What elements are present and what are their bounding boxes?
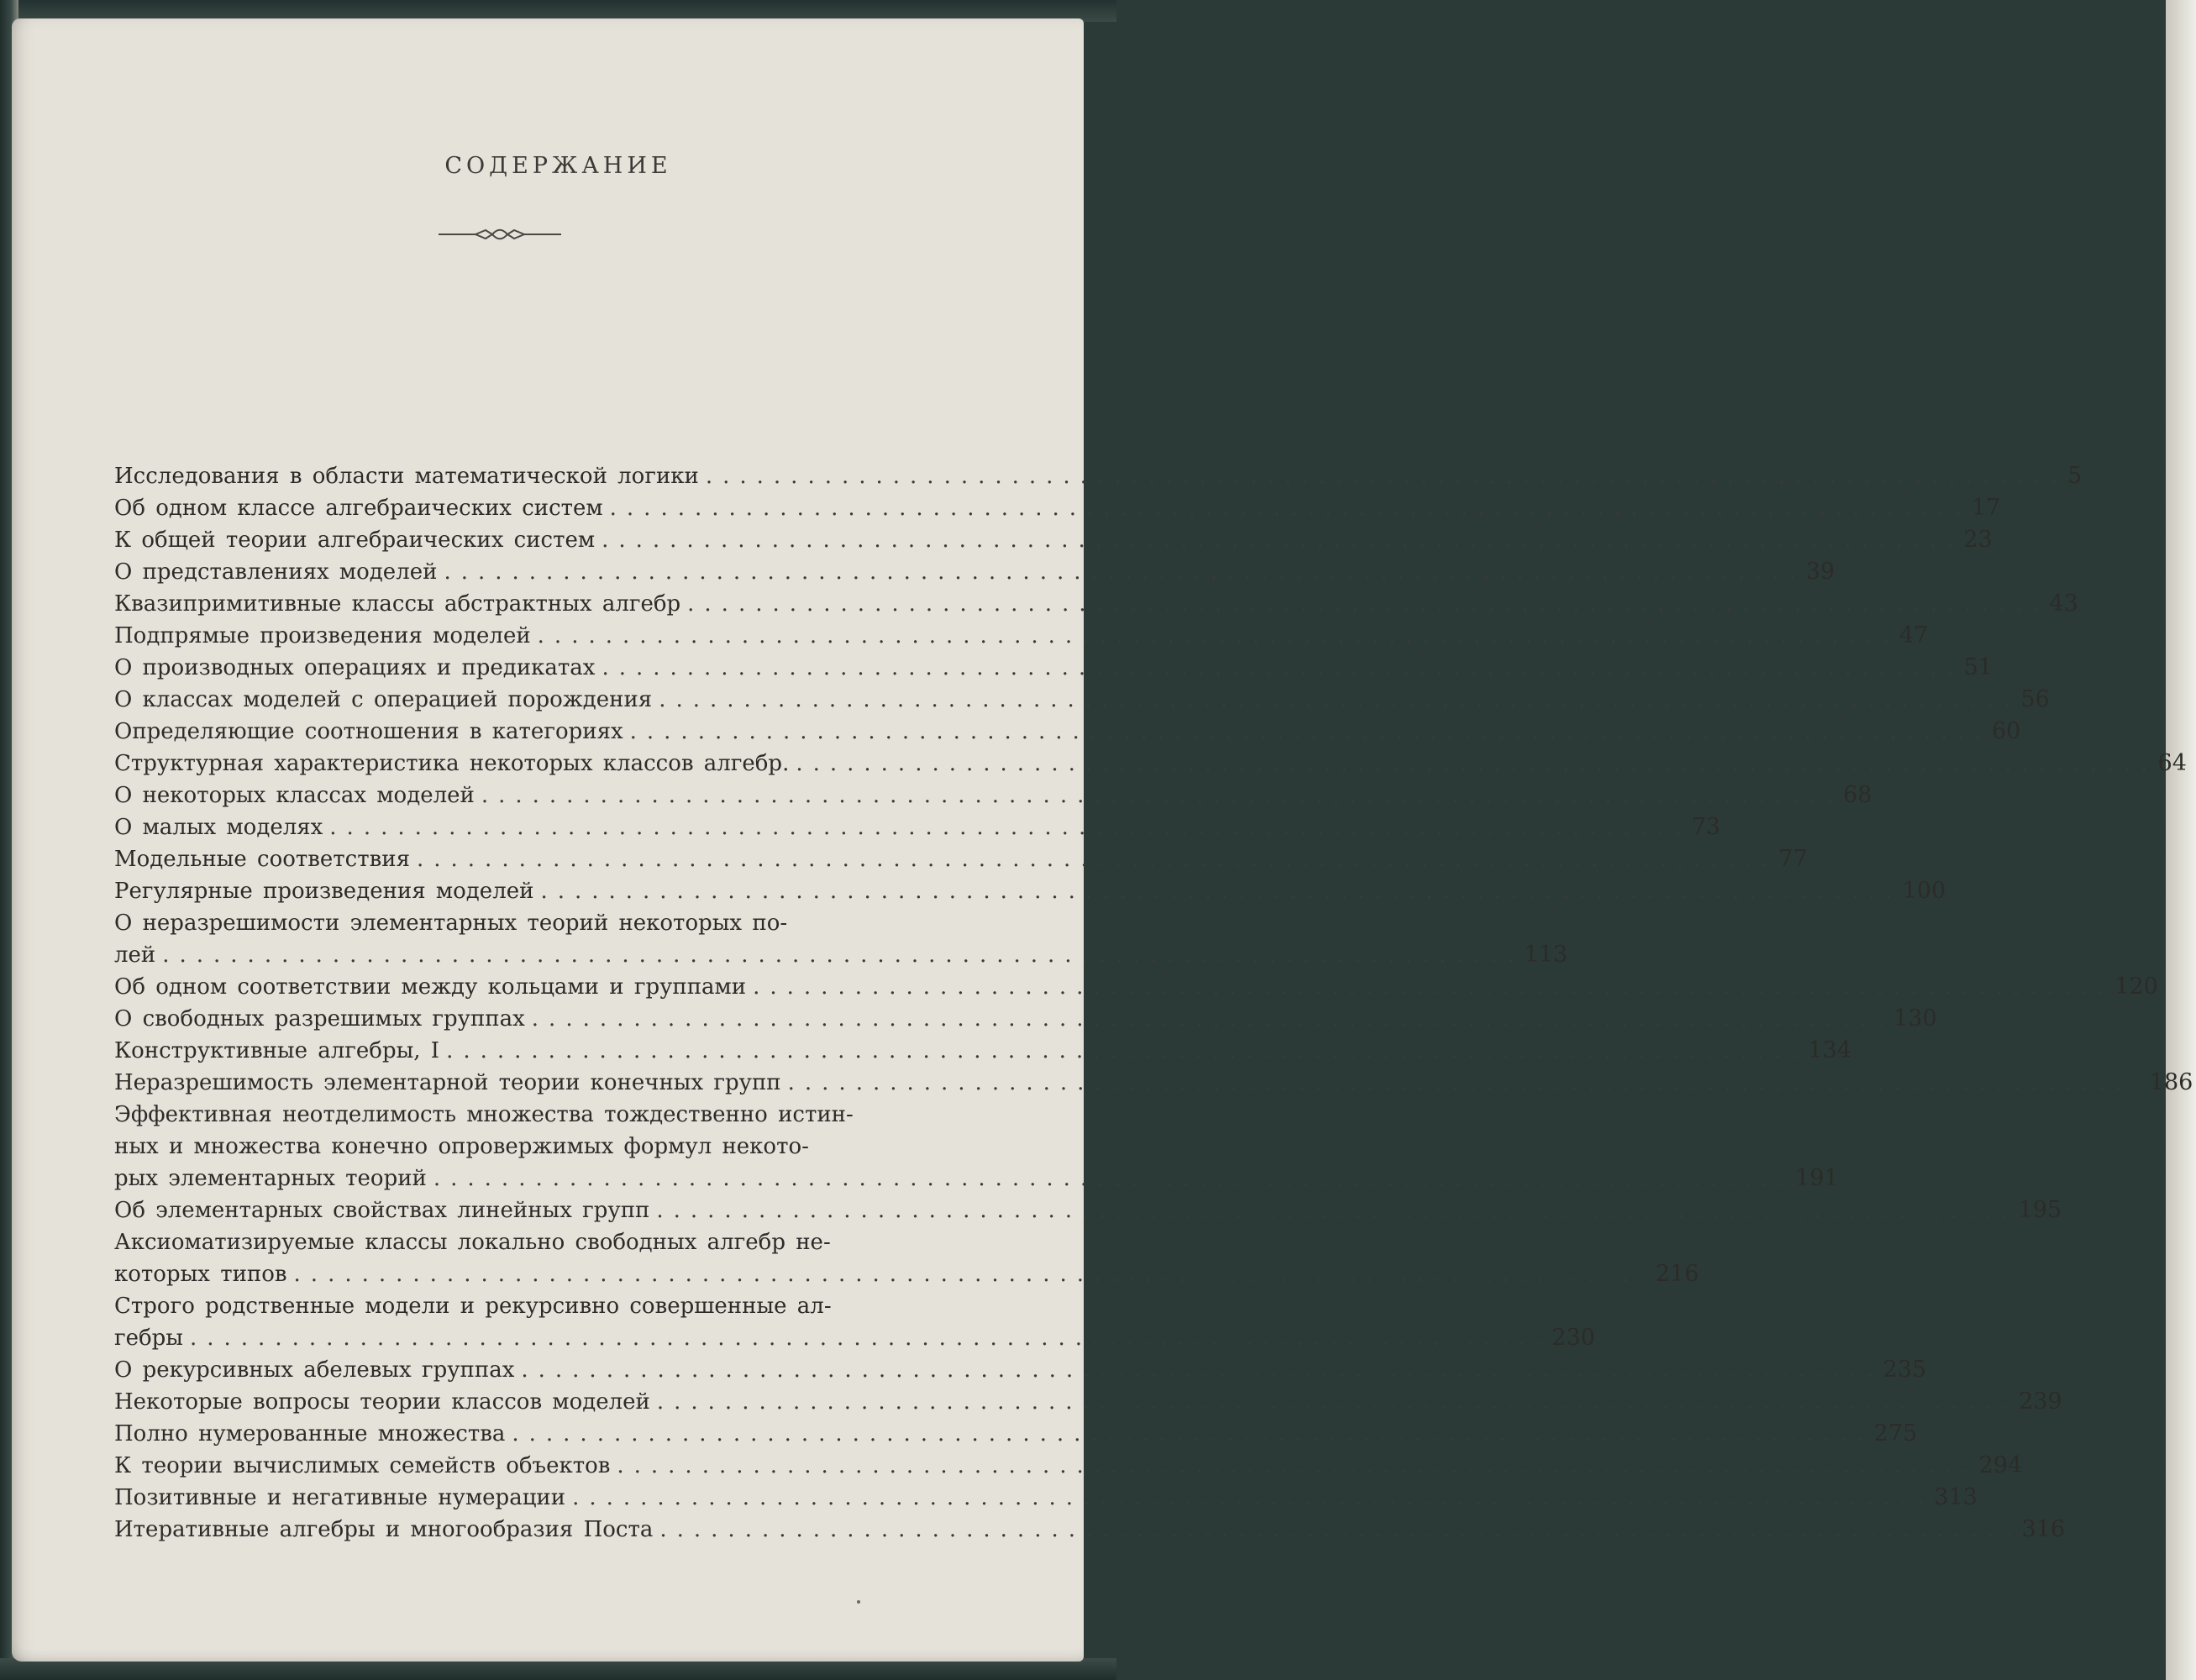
toc-entry-text: О свободных разрешимых группах (114, 1006, 525, 1032)
toc-entry-line (114, 492, 1972, 524)
toc-entry-title (114, 1514, 2022, 1546)
toc-entry-title (114, 1194, 2019, 1226)
toc-entry-text: Некоторые вопросы теории классов моделей (114, 1389, 650, 1415)
toc-entry-page-number: 195 (2018, 1197, 2062, 1223)
toc-entry-page-number: 113 (1524, 942, 1568, 968)
toc-entry-text: лей (114, 942, 156, 968)
toc-entry-line (114, 1131, 1795, 1163)
dot-leader: ................................................................................ (572, 1485, 1935, 1510)
toc-entry-text: Эффективная неотделимость множества тождественно истин- (114, 1102, 854, 1127)
dot-leader: ................................................................................ (329, 815, 1692, 840)
toc-entry-page-number: 230 (1552, 1325, 1595, 1351)
toc-entry (114, 875, 1946, 907)
toc-entry-page-number: 316 (2021, 1516, 2066, 1542)
toc-entry-page-number: 47 (1899, 622, 1929, 648)
toc-entry-text: О представлениях моделей (114, 559, 438, 585)
dot-leader: ................................................................................ (446, 1038, 1809, 1063)
toc-entry-text: О неразрешимости элементарных теорий некоторых по- (114, 911, 788, 936)
toc-entry (114, 1226, 1700, 1290)
toc-entry-text: Об одном классе алгебраических систем (114, 496, 603, 521)
toc-entry (114, 492, 2001, 524)
toc-entry-text: Об элементарных свойствах линейных групп (114, 1198, 650, 1223)
toc-entry-line (114, 971, 2115, 1003)
toc-entry-title (114, 1290, 1552, 1354)
toc-entry-text: Определяющие соотношения в категориях (114, 719, 623, 744)
toc-entry-line (114, 620, 1899, 652)
toc-entry-page-number: 64 (2157, 750, 2187, 776)
dot-leader: ................................................................................ (656, 1389, 2020, 1415)
toc-entry-text: К теории вычислимых семейств объектов (114, 1453, 611, 1478)
toc-entry-title (114, 875, 1903, 907)
toc-entry (114, 716, 2021, 748)
toc-entry-page-number: 191 (1795, 1165, 1839, 1191)
dot-leader: ................................................................................ (705, 464, 2068, 489)
toc-entry (114, 1194, 2062, 1226)
toc-entry-line (114, 1163, 1795, 1194)
toc-entry-line (114, 1226, 1656, 1258)
toc-entry (114, 460, 2083, 492)
toc-entry-page-number: 68 (1843, 782, 1873, 808)
toc-entry-page-number: 275 (1873, 1420, 1918, 1446)
toc-entry-line (114, 1386, 2019, 1418)
toc-entry-line (114, 524, 1963, 556)
toc-entry-line (114, 1290, 1552, 1322)
dot-leader: ................................................................................ (537, 623, 1899, 648)
toc-entry (114, 684, 2050, 716)
paper-speck (857, 1600, 860, 1604)
toc-entry (114, 1035, 1852, 1067)
toc-entry-title (114, 811, 1691, 843)
toc-entry-text: О классах моделей с операцией порождения (114, 687, 653, 712)
toc-entry-text: О рекурсивных абелевых группах (114, 1357, 515, 1383)
toc-entry-line (114, 1450, 1979, 1482)
toc-entry-title (114, 1386, 2019, 1418)
dot-leader: ................................................................................ (512, 1421, 1874, 1446)
toc-entry-page-number: 186 (2149, 1069, 2193, 1095)
toc-entry (114, 1290, 1595, 1354)
toc-entry (114, 811, 1721, 843)
toc-entry (114, 748, 2187, 780)
toc-entry-line (114, 716, 1992, 748)
toc-entry-title (114, 716, 1992, 748)
toc-entry-title (114, 780, 1843, 811)
dot-leader: ................................................................................ (521, 1357, 1883, 1383)
table-of-contents (114, 460, 2193, 1546)
dot-leader: ................................................................................ (609, 496, 1972, 521)
toc-entry-title (114, 843, 1778, 875)
toc-entry-page-number: 39 (1805, 559, 1835, 585)
toc-entry-line (114, 1194, 2019, 1226)
toc-entry-title (114, 652, 1964, 684)
toc-entry-line (114, 1099, 1795, 1131)
toc-entry-text: О производных операциях и предикатах (114, 655, 596, 680)
toc-entry (114, 843, 1808, 875)
dot-leader: ................................................................................ (617, 1453, 1979, 1478)
toc-entry-title (114, 748, 2158, 780)
toc-entry-text: Квазипримитивные классы абстрактных алгебр (114, 591, 681, 617)
toc-entry-line (114, 1322, 1552, 1354)
toc-entry-line (114, 1418, 1874, 1450)
toc-entry-page-number: 120 (2115, 974, 2158, 1000)
toc-entry-page-number: 23 (1963, 527, 1993, 553)
dot-leader: ................................................................................ (162, 942, 1525, 968)
toc-entry (114, 588, 2078, 620)
toc-entry-title (114, 588, 2049, 620)
toc-entry (114, 1003, 1937, 1035)
toc-entry-text: Конструктивные алгебры, I (114, 1038, 440, 1063)
toc-entry (114, 780, 1873, 811)
dot-leader: ................................................................................ (787, 1070, 2150, 1095)
toc-entry-page-number: 294 (1978, 1452, 2023, 1478)
toc-entry-line (114, 652, 1964, 684)
toc-entry-line (114, 1258, 1656, 1290)
dot-leader: ................................................................................ (417, 847, 1779, 872)
toc-entry-page-number: 239 (2019, 1389, 2062, 1415)
toc-entry (114, 1418, 1918, 1450)
dot-leader: ................................................................................ (481, 783, 1843, 808)
dot-leader: ................................................................................ (531, 1006, 1894, 1032)
toc-entry (114, 524, 1993, 556)
dot-leader: ................................................................................ (753, 974, 2115, 1000)
toc-entry-line (114, 780, 1843, 811)
dot-leader: ................................................................................ (602, 655, 1964, 680)
toc-entry-page-number: 51 (1963, 654, 1993, 680)
toc-entry-line (114, 748, 2158, 780)
toc-entry-title (114, 971, 2115, 1003)
dot-leader: ................................................................................ (444, 559, 1806, 585)
toc-entry-title (114, 1482, 1934, 1514)
dot-leader: ................................................................................ (656, 1198, 2019, 1223)
dot-leader: ................................................................................ (602, 528, 1964, 553)
toc-entry-text: Позитивные и негативные нумерации (114, 1485, 566, 1510)
toc-entry-text: ных и множества конечно опровержимых формул некото- (114, 1134, 809, 1159)
toc-entry-text: гебры (114, 1326, 183, 1351)
toc-entry-page-number: 5 (2067, 463, 2083, 489)
toc-entry-title (114, 1003, 1894, 1035)
toc-entry-title (114, 1450, 1979, 1482)
dot-leader: ................................................................................ (659, 687, 2021, 712)
dot-leader: ................................................................................ (796, 751, 2158, 776)
toc-entry (114, 1099, 1839, 1194)
toc-entry-page-number: 56 (2020, 686, 2050, 712)
toc-entry-line (114, 907, 1524, 939)
toc-entry-text: Модельные соответствия (114, 847, 410, 872)
toc-entry-text: Итеративные алгебры и многообразия Поста (114, 1517, 654, 1542)
book-page-edges (2166, 0, 2196, 1680)
toc-entry-line (114, 1354, 1883, 1386)
toc-entry-title (114, 1226, 1656, 1290)
toc-entry-title (114, 684, 2020, 716)
toc-entry-text: рых элементарных теорий (114, 1166, 427, 1191)
toc-entry-page-number: 73 (1691, 814, 1721, 840)
toc-entry (114, 1354, 1927, 1386)
toc-entry-line (114, 1482, 1934, 1514)
toc-entry-title (114, 1354, 1883, 1386)
ornament-divider (437, 225, 563, 244)
dot-leader: ................................................................................ (190, 1326, 1552, 1351)
toc-entry-page-number: 134 (1808, 1037, 1852, 1063)
toc-entry-title (114, 492, 1972, 524)
toc-entry-line (114, 588, 2049, 620)
toc-entry-text: Неразрешимость элементарной теории конечных групп (114, 1070, 781, 1095)
dot-leader: ................................................................................ (659, 1517, 2022, 1542)
toc-entry-line (114, 460, 2067, 492)
toc-entry-line (114, 939, 1524, 971)
toc-entry (114, 620, 1929, 652)
toc-entry-page-number: 77 (1778, 846, 1808, 872)
toc-entry-page-number: 100 (1902, 878, 1946, 904)
toc-entry-line (114, 811, 1691, 843)
toc-entry-line (114, 556, 1806, 588)
toc-entry-text: К общей теории алгебраических систем (114, 528, 596, 553)
toc-entry (114, 1482, 1978, 1514)
toc-entry (114, 971, 2158, 1003)
toc-entry-text: Структурная характеристика некоторых классов алгебр. (114, 751, 790, 776)
toc-entry-text: Аксиоматизируемые классы локально свободных алгебр не- (114, 1230, 831, 1255)
toc-entry-page-number: 60 (1991, 718, 2021, 744)
toc-entry-page-number: 17 (1971, 495, 2001, 521)
toc-entry-page-number: 313 (1934, 1484, 1978, 1510)
toc-entry (114, 1450, 2023, 1482)
toc-entry-title (114, 1035, 1808, 1067)
toc-entry-text: Об одном соответствии между кольцами и группами (114, 974, 747, 1000)
toc-entry (114, 907, 1568, 971)
toc-entry-page-number: 43 (2049, 591, 2078, 617)
toc-entry (114, 652, 1993, 684)
toc-entry-page-number: 216 (1655, 1261, 1700, 1287)
dot-leader: ................................................................................ (293, 1262, 1656, 1287)
toc-entry (114, 1514, 2066, 1546)
dot-leader: ................................................................................ (629, 719, 1992, 744)
toc-entry-text: Регулярные произведения моделей (114, 879, 534, 904)
toc-entry (114, 1067, 2193, 1099)
toc-entry-text: Исследования в области математической логики (114, 464, 699, 489)
toc-entry-text: Подпрямые произведения моделей (114, 623, 531, 648)
toc-entry-line (114, 1035, 1808, 1067)
toc-entry-title (114, 907, 1524, 971)
toc-entry-title (114, 620, 1899, 652)
dot-leader: ................................................................................ (540, 879, 1903, 904)
toc-entry-page-number: 130 (1893, 1005, 1937, 1032)
toc-entry-text: О некоторых классах моделей (114, 783, 475, 808)
toc-entry-text: которых типов (114, 1262, 287, 1287)
dot-leader: ................................................................................ (687, 591, 2050, 617)
toc-entry-title (114, 1099, 1795, 1194)
toc-entry-line (114, 1514, 2022, 1546)
toc-entry-line (114, 1003, 1894, 1035)
toc-entry-line (114, 843, 1778, 875)
toc-entry-page-number: 235 (1883, 1357, 1927, 1383)
toc-entry-line (114, 1067, 2150, 1099)
toc-entry-title (114, 556, 1806, 588)
toc-entry (114, 556, 1835, 588)
toc-entry (114, 1386, 2062, 1418)
toc-entry-text: Полно нумерованные множества (114, 1421, 506, 1446)
contents-heading: СОДЕРЖАНИЕ (444, 153, 672, 179)
toc-entry-title (114, 1418, 1874, 1450)
toc-entry-text: О малых моделях (114, 815, 323, 840)
dot-leader: ................................................................................ (433, 1166, 1796, 1191)
toc-entry-line (114, 875, 1903, 907)
toc-entry-title (114, 1067, 2150, 1099)
toc-entry-title (114, 524, 1963, 556)
toc-entry-text: Строго родственные модели и рекурсивно совершенные ал- (114, 1294, 832, 1319)
toc-entry-title (114, 460, 2067, 492)
toc-entry-line (114, 684, 2020, 716)
